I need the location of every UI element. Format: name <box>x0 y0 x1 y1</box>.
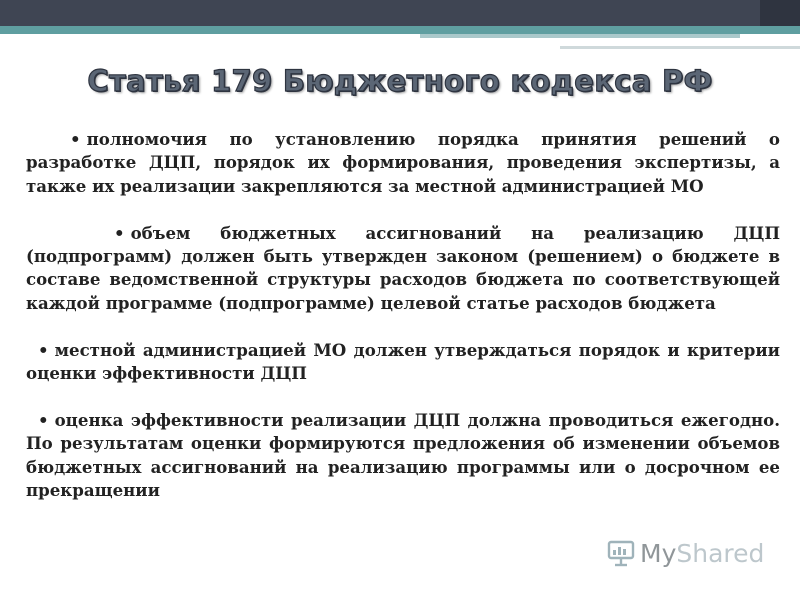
slide-body <box>26 128 780 526</box>
top-teal-bar <box>0 26 800 34</box>
myshared-watermark <box>606 536 764 570</box>
presentation-board-icon <box>606 538 636 568</box>
top-dark-bar <box>0 0 800 26</box>
paragraph-text: местной администрацией МО должен утверждаться порядок и критерии оценки эффективности ДЦП <box>26 339 780 384</box>
bullet-icon: • <box>114 222 125 243</box>
paragraph-text: оценка эффективности реализации ДЦП должна проводиться ежегодно. По результатам оценки формируются предложения об изменении объемов бюджетных ассигнований на реализацию программы или о досрочном ее прекращении <box>26 409 780 501</box>
slide-title: Статья 179 Бюджетного кодекса РФ <box>87 64 713 98</box>
bullet-icon: • <box>70 129 81 149</box>
bullet-paragraph <box>26 128 780 198</box>
bullet-icon: • <box>38 409 49 430</box>
watermark-shared-text: Shared <box>676 538 765 568</box>
bullet-paragraph <box>26 222 780 316</box>
accent-line <box>420 34 740 38</box>
bullet-paragraph <box>26 339 780 386</box>
paragraph-text: полномочия по установлению порядка принятия решений о разработке ДЦП, порядок их формирования, проведения экспертизы, а также их реализации закрепляются за местной администрацией МО <box>26 129 780 196</box>
bullet-paragraph <box>26 409 780 503</box>
bullet-icon: • <box>38 339 49 360</box>
watermark-my-text: My <box>640 538 677 568</box>
accent-line <box>560 46 800 49</box>
paragraph-text: объем бюджетных ассигнований на реализацию ДЦП (подпрограмм) должен быть утвержден законом (решением) о бюджете в составе ведомственной структуры расходов бюджета по соответствующей каждой программе (подпрограмме) целевой статье расходов бюджета <box>26 222 780 313</box>
